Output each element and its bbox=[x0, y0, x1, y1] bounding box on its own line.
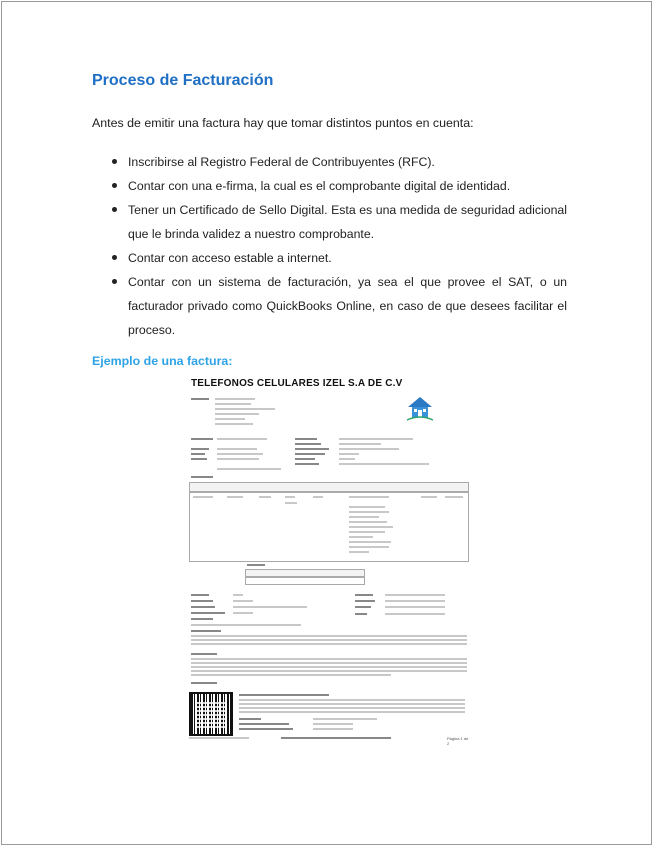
intro-paragraph: Antes de emitir una factura hay que tomar distintos puntos en cuenta: bbox=[92, 116, 474, 130]
section-title: Proceso de Facturación bbox=[92, 72, 274, 89]
bullet-icon bbox=[112, 159, 117, 164]
bullet-icon bbox=[112, 183, 117, 188]
house-logo-icon bbox=[405, 394, 435, 422]
qr-code-icon bbox=[189, 692, 233, 736]
list-item: Contar con un sistema de facturación, ya sea el que provee el SAT, o un facturador privado como QuickBooks Online, en caso de que desees facilitar el proceso. bbox=[92, 270, 567, 342]
list-item: Contar con acceso estable a internet. bbox=[92, 246, 567, 270]
document-body bbox=[92, 72, 567, 368]
bullet-icon bbox=[112, 279, 117, 284]
list-item: Tener un Certificado de Sello Digital. Esta es una medida de seguridad adicional que le brinda validez a nuestro comprobante. bbox=[92, 198, 567, 246]
bullet-icon bbox=[112, 255, 117, 260]
invoice-page-label: Página 1 de 2 bbox=[447, 736, 469, 746]
example-heading: Ejemplo de una factura: bbox=[92, 354, 233, 368]
requirements-list bbox=[92, 150, 567, 342]
bullet-icon bbox=[112, 207, 117, 212]
list-item: Inscribirse al Registro Federal de Contribuyentes (RFC). bbox=[92, 150, 567, 174]
invoice-company-name: TELEFONOS CELULARES IZEL S.A DE C.V bbox=[191, 378, 403, 389]
list-item: Contar con una e-firma, la cual es el comprobante digital de identidad. bbox=[92, 174, 567, 198]
invoice-image bbox=[189, 378, 469, 746]
